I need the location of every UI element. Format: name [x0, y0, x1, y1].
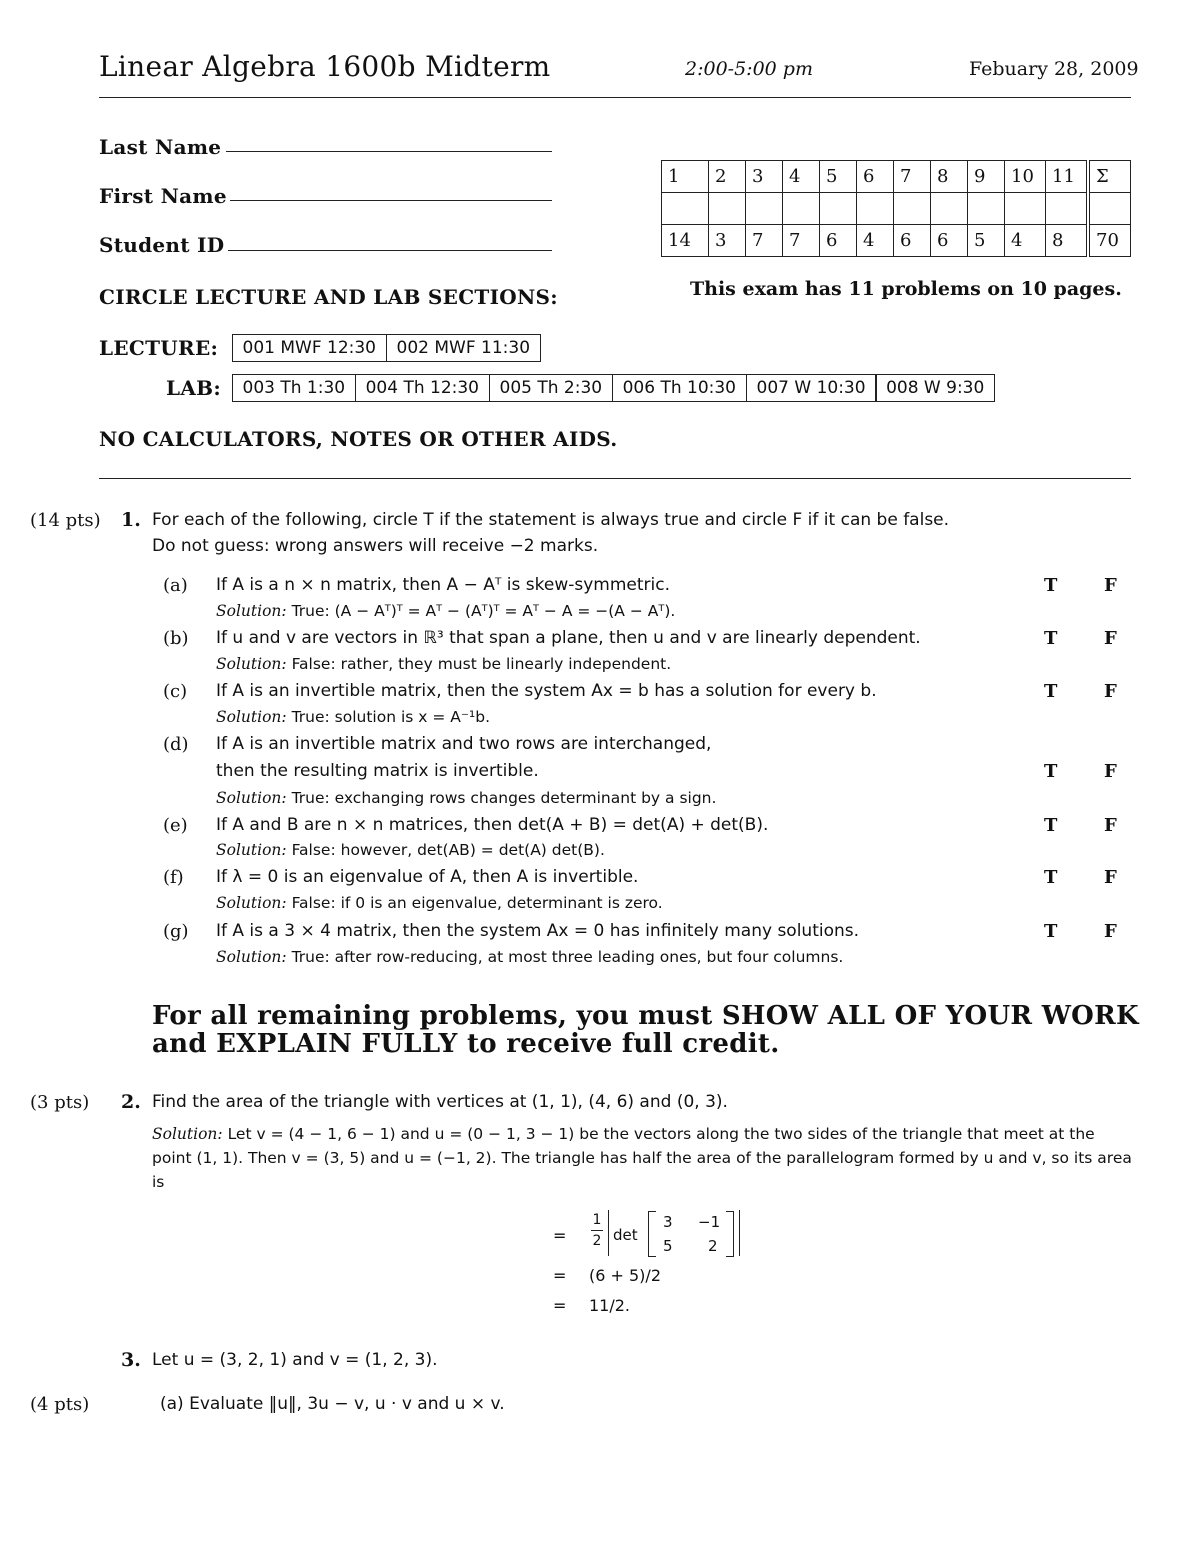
item-solution [216, 789, 716, 807]
true-option[interactable]: T [1044, 575, 1058, 596]
score-header-cell: 11 [1046, 161, 1089, 193]
problem-2-number: 2. [121, 1091, 141, 1113]
problem-3a-points: (4 pts) [30, 1394, 90, 1415]
instructions-line-1: For all remaining problems, you must SHOW ALL OF YOUR WORK [152, 1001, 1139, 1031]
item-solution [216, 948, 843, 966]
true-option[interactable]: T [1044, 921, 1058, 942]
score-points-cell: 14 [662, 225, 709, 257]
score-header-cell: 8 [931, 161, 968, 193]
lecture-options [233, 334, 541, 362]
item-label: (a) [163, 575, 188, 596]
score-entry-cell[interactable] [1046, 193, 1089, 225]
item-label: (d) [163, 734, 189, 755]
matrix-entry: −1 [698, 1213, 721, 1231]
score-entry-cell[interactable] [968, 193, 1005, 225]
no-aids-notice: NO CALCULATORS, NOTES OR OTHER AIDS. [99, 427, 618, 451]
header-rule [99, 97, 1131, 98]
fraction-denominator: 2 [592, 1233, 602, 1249]
score-entry-cell[interactable] [894, 193, 931, 225]
score-entry-cell[interactable] [931, 193, 968, 225]
solution-prefix: Solution: [216, 841, 287, 859]
score-header-cell: 3 [746, 161, 783, 193]
solution-prefix: Solution: [216, 894, 287, 912]
score-header-cell: 6 [857, 161, 894, 193]
false-option[interactable]: F [1104, 575, 1117, 596]
lecture-option[interactable]: 002 MWF 11:30 [386, 334, 542, 362]
first-name-label: First Name [99, 184, 227, 208]
item-statement: If A is a n × n matrix, then A − Aᵀ is skew-symmetric. [216, 575, 671, 595]
matrix-bracket-right [726, 1211, 734, 1257]
solution-text: True: after row-reducing, at most three leading ones, but four columns. [291, 948, 844, 966]
lab-option[interactable]: 006 Th 10:30 [612, 374, 747, 402]
score-entry-cell[interactable] [857, 193, 894, 225]
lab-options [233, 374, 995, 402]
abs-bar-left [608, 1210, 609, 1256]
solution-text: Let v = (4 − 1, 6 − 1) and u = (0 − 1, 3 − 1) be the vectors along the two sides of the triangle that meet at the point (1, 1). Then v = (3, 5) and u = (−1, 2). The triangle has half the area of the parallelogram formed by u and v, so its area is [152, 1125, 1132, 1191]
problem-2-solution [152, 1122, 1132, 1194]
score-points-cell: 5 [968, 225, 1005, 257]
true-option[interactable]: T [1044, 815, 1058, 836]
lecture-label: LECTURE: [99, 336, 219, 360]
score-entry-cell[interactable] [746, 193, 783, 225]
item-label: (f) [163, 867, 184, 888]
score-entry-cell[interactable] [820, 193, 857, 225]
solution-text: False: however, det(AB) = det(A) det(B). [291, 841, 605, 859]
instructions-line-2: and EXPLAIN FULLY to receive full credit. [152, 1029, 780, 1059]
solution-prefix: Solution: [216, 602, 287, 620]
score-points-cell: 70 [1088, 225, 1131, 257]
lab-label: LAB: [166, 376, 222, 400]
equals-sign: = [553, 1266, 567, 1285]
problem-3-text: Let u = (3, 2, 1) and v = (1, 2, 3). [152, 1350, 438, 1370]
score-points-cell: 4 [857, 225, 894, 257]
item-solution [216, 708, 490, 726]
score-entry-cell[interactable] [1005, 193, 1046, 225]
equals-sign: = [553, 1226, 567, 1245]
det-label: det [613, 1226, 638, 1244]
divider-rule [99, 478, 1131, 479]
false-option[interactable]: F [1104, 761, 1117, 782]
fraction-numerator: 1 [592, 1212, 602, 1228]
solution-prefix: Solution: [216, 708, 287, 726]
true-option[interactable]: T [1044, 681, 1058, 702]
problem-1-number: 1. [121, 509, 141, 531]
false-option[interactable]: F [1104, 628, 1117, 649]
matrix-entry: 5 [663, 1237, 673, 1255]
lab-option[interactable]: 003 Th 1:30 [232, 374, 357, 402]
score-points-cell: 7 [783, 225, 820, 257]
solution-prefix: Solution: [216, 789, 287, 807]
lab-option[interactable]: 008 W 9:30 [875, 374, 995, 402]
score-points-cell: 4 [1005, 225, 1046, 257]
solution-prefix: Solution: [152, 1125, 223, 1143]
solution-text: False: rather, they must be linearly independent. [291, 655, 672, 673]
problem-3a-text: (a) Evaluate ‖u‖, 3u − v, u · v and u × v. [160, 1394, 505, 1414]
problem-1-warning: Do not guess: wrong answers will receive −2 marks. [152, 536, 599, 556]
equals-sign: = [553, 1296, 567, 1315]
false-option[interactable]: F [1104, 921, 1117, 942]
problem-2-text: Find the area of the triangle with vertices at (1, 1), (4, 6) and (0, 3). [152, 1092, 728, 1112]
score-points-cell: 7 [746, 225, 783, 257]
exam-page-info: This exam has 11 problems on 10 pages. [690, 278, 1122, 300]
exam-time: 2:00-5:00 pm [685, 58, 813, 80]
solution-text: False: if 0 is an eigenvalue, determinant is zero. [291, 894, 663, 912]
item-statement: If A and B are n × n matrices, then det(A + B) = det(A) + det(B). [216, 815, 769, 835]
false-option[interactable]: F [1104, 867, 1117, 888]
score-points-cell: 6 [894, 225, 931, 257]
score-entry-cell[interactable] [783, 193, 820, 225]
problem-3-number: 3. [121, 1349, 141, 1371]
solution-text: True: exchanging rows changes determinant by a sign. [291, 789, 717, 807]
score-header-cell: 7 [894, 161, 931, 193]
lab-option[interactable]: 007 W 10:30 [746, 374, 877, 402]
solution-text: True: solution is x = A⁻¹b. [291, 708, 491, 726]
item-statement: If A is an invertible matrix, then the system Ax = b has a solution for every b. [216, 681, 877, 701]
student-id-label: Student ID [99, 233, 225, 257]
score-points-cell: 6 [931, 225, 968, 257]
true-option[interactable]: T [1044, 761, 1058, 782]
item-statement: If A is a 3 × 4 matrix, then the system Ax = 0 has infinitely many solutions. [216, 921, 860, 941]
last-name-field[interactable] [226, 151, 552, 152]
score-header-cell: Σ [1088, 161, 1131, 193]
problem-1-instruction: For each of the following, circle T if the statement is always true and circle F if it can be false. [152, 510, 950, 530]
score-header-cell: 4 [783, 161, 820, 193]
exam-title: Linear Algebra 1600b Midterm [99, 50, 551, 83]
item-statement: If λ = 0 is an eigenvalue of A, then A is invertible. [216, 867, 639, 887]
exam-date: Febuary 28, 2009 [969, 58, 1139, 80]
equation-step-2: (6 + 5)/2 [589, 1266, 661, 1285]
abs-bar-right [739, 1210, 740, 1256]
item-solution [216, 894, 663, 912]
lab-option[interactable]: 004 Th 12:30 [355, 374, 490, 402]
solution-prefix: Solution: [216, 948, 287, 966]
score-points-cell: 6 [820, 225, 857, 257]
matrix-bracket-left [648, 1211, 656, 1257]
score-header-cell: 1 [662, 161, 709, 193]
true-option[interactable]: T [1044, 867, 1058, 888]
last-name-label: Last Name [99, 135, 222, 159]
false-option[interactable]: F [1104, 815, 1117, 836]
equation-step-3: 11/2. [589, 1296, 631, 1315]
matrix-entry: 2 [708, 1237, 718, 1255]
score-header-cell: 2 [709, 161, 746, 193]
score-header-cell: 10 [1005, 161, 1046, 193]
score-entry-cell[interactable] [1088, 193, 1131, 225]
item-label: (c) [163, 681, 188, 702]
score-table [661, 160, 1131, 257]
student-id-field[interactable] [228, 250, 552, 251]
item-label: (b) [163, 628, 189, 649]
item-statement: If u and v are vectors in ℝ³ that span a plane, then u and v are linearly dependent. [216, 628, 921, 648]
item-statement-continued: then the resulting matrix is invertible. [216, 761, 539, 781]
score-header-cell: 5 [820, 161, 857, 193]
score-entry-row [662, 193, 1131, 225]
item-solution [216, 602, 675, 620]
problem-1-points: (14 pts) [30, 510, 101, 531]
fraction-bar [591, 1230, 603, 1231]
false-option[interactable]: F [1104, 681, 1117, 702]
score-header-cell: 9 [968, 161, 1005, 193]
lecture-option[interactable]: 001 MWF 12:30 [232, 334, 388, 362]
score-entry-cell[interactable] [662, 193, 709, 225]
sections-heading: CIRCLE LECTURE AND LAB SECTIONS: [99, 285, 558, 309]
problem-2-points: (3 pts) [30, 1092, 90, 1113]
solution-prefix: Solution: [216, 655, 287, 673]
score-points-cell: 8 [1046, 225, 1089, 257]
score-entry-cell[interactable] [709, 193, 746, 225]
score-points-cell: 3 [709, 225, 746, 257]
score-points-row [662, 225, 1131, 257]
solution-text: True: (A − Aᵀ)ᵀ = Aᵀ − (Aᵀ)ᵀ = Aᵀ − A = −(A − Aᵀ). [291, 602, 676, 620]
matrix-entry: 3 [663, 1213, 673, 1231]
item-label: (e) [163, 815, 188, 836]
true-option[interactable]: T [1044, 628, 1058, 649]
item-solution [216, 841, 605, 859]
item-label: (g) [163, 921, 189, 942]
item-solution [216, 655, 671, 673]
first-name-field[interactable] [230, 200, 552, 201]
lab-option[interactable]: 005 Th 2:30 [489, 374, 614, 402]
score-header-row [662, 161, 1131, 193]
item-statement: If A is an invertible matrix and two rows are interchanged, [216, 734, 712, 754]
